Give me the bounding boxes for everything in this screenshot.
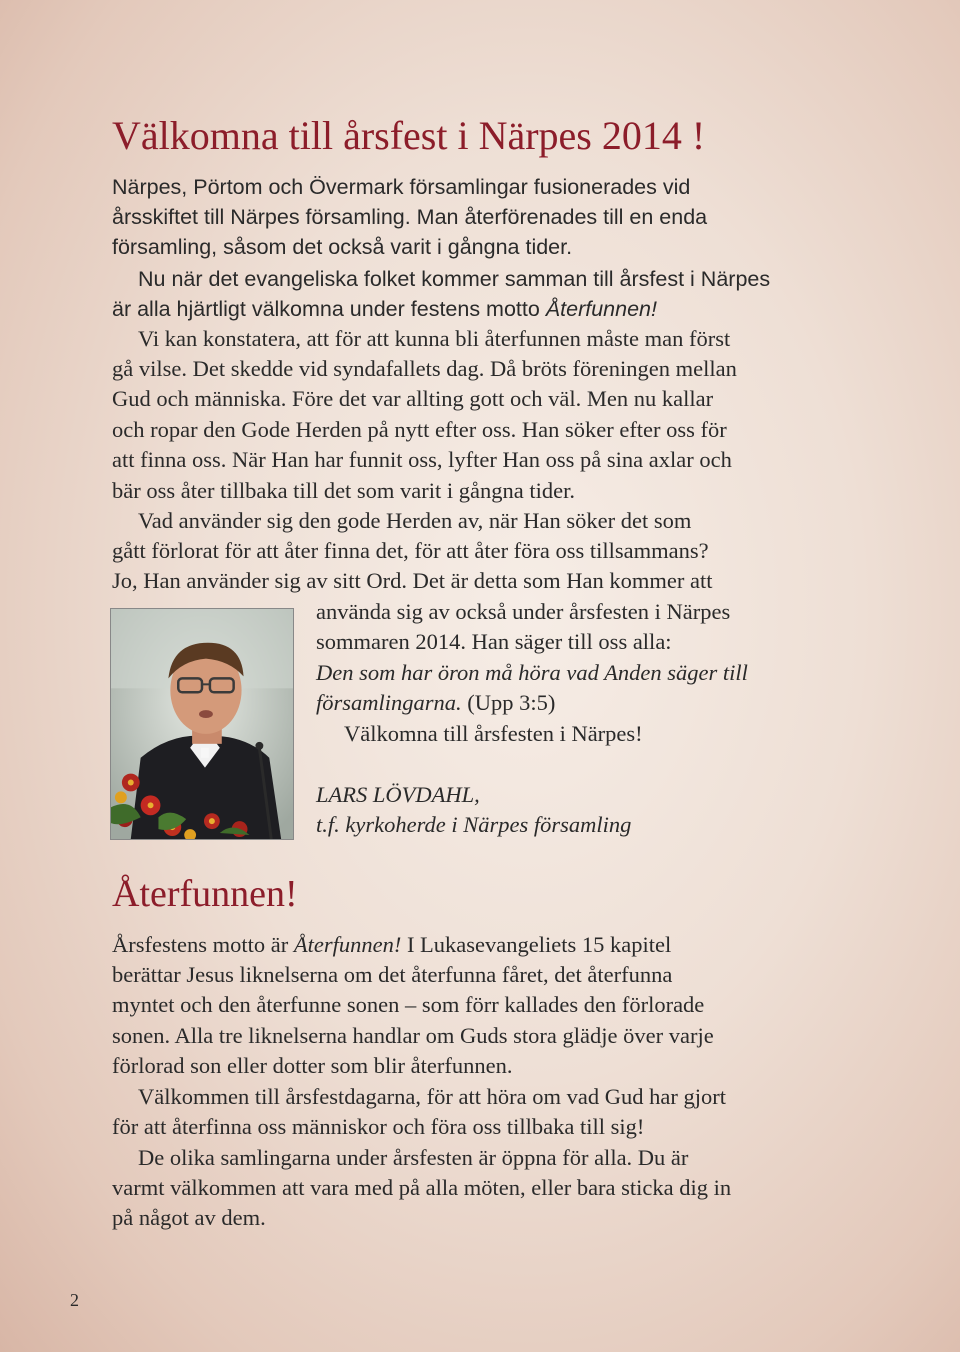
paragraph-line: Närpes, Pörtom och Övermark församlingar fusionerades vid [112, 175, 691, 199]
paragraph-line: berättar Jesus liknelserna om det återfunna fåret, det återfunna [112, 962, 673, 987]
motto-emphasis: Återfunnen! [545, 297, 657, 321]
motto-emphasis: Återfunnen! [293, 932, 402, 957]
paragraph-line: för att återfinna oss människor och föra oss tillbaka till sig! [112, 1114, 645, 1139]
paragraph-line: förlorad son eller dotter som blir återfunnen. [112, 1053, 513, 1078]
paragraph-line: årsskiftet till Närpes församling. Man återförenades till en enda [112, 205, 708, 229]
paragraph-line: Välkommen till årsfestdagarna, för att höra om vad Gud har gjort [138, 1084, 726, 1109]
paragraph-line: Gud och människa. Före det var allting gott och väl. Men nu kallar [112, 386, 714, 411]
welcome-line: Välkomna till årsfesten i Närpes! [344, 721, 643, 746]
paragraph-line: De olika samlingarna under årsfesten är öppna för alla. Du är [138, 1145, 689, 1170]
paragraph-line: på något av dem. [112, 1205, 266, 1230]
paragraph-line: Jo, Han använder sig av sitt Ord. Det är detta som Han kommer att [112, 568, 713, 593]
text-run: är alla hjärtligt välkomna under festens motto [112, 297, 546, 321]
paragraph-line [112, 294, 657, 324]
page-title: Välkomna till årsfest i Närpes 2014 ! [112, 113, 706, 158]
signature-title: t.f. kyrkoherde i Närpes församling [316, 812, 632, 837]
paragraph-line: Vad använder sig den gode Herden av, när Han söker det som [138, 508, 692, 533]
signature-name: LARS LÖVDAHL, [316, 782, 480, 807]
paragraph-line: och ropar den Gode Herden på nytt efter oss. Han söker efter oss för [112, 417, 727, 442]
paragraph-line: att finna oss. När Han har funnit oss, lyfter Han oss på sina axlar och [112, 447, 732, 472]
text-run: I Lukasevangeliets 15 kapitel [401, 932, 672, 957]
quote-text: församlingarna. [316, 690, 462, 715]
bible-quote [316, 688, 555, 718]
paragraph-line: använda sig av också under årsfesten i Närpes [316, 599, 731, 624]
paragraph-line: gå vilse. Det skedde vid syndafallets dag. Då bröts föreningen mellan [112, 356, 737, 381]
paragraph-line: gått förlorat för att åter finna det, för att åter föra oss tillsammans? [112, 538, 709, 563]
paragraph-line: sonen. Alla tre liknelserna handlar om Guds stora glädje över varje [112, 1023, 714, 1048]
page-number: 2 [70, 1290, 79, 1310]
paragraph-line: varmt välkommen att vara med på alla möten, eller bara sticka dig in [112, 1175, 732, 1200]
paragraph-line: Vi kan konstatera, att för att kunna bli återfunnen måste man först [138, 326, 731, 351]
quote-reference: (Upp 3:5) [461, 690, 556, 715]
section-title: Återfunnen! [112, 873, 298, 915]
portrait-photo [110, 608, 294, 840]
text-run: Årsfestens motto är [112, 932, 294, 957]
paragraph-line: sommaren 2014. Han säger till oss alla: [316, 629, 672, 654]
paragraph-line: församling, såsom det också varit i gångna tider. [112, 235, 573, 259]
portrait-illustration [111, 609, 293, 839]
paragraph-line: bär oss åter tillbaka till det som varit i gångna tider. [112, 478, 576, 503]
paragraph-line [112, 930, 671, 960]
paragraph-line: Nu när det evangeliska folket kommer samman till årsfest i Närpes [138, 267, 771, 291]
bible-quote: Den som har öron må höra vad Anden säger till [316, 660, 748, 685]
paragraph-line: myntet och den återfunne sonen – som förr kallades den förlorade [112, 992, 705, 1017]
